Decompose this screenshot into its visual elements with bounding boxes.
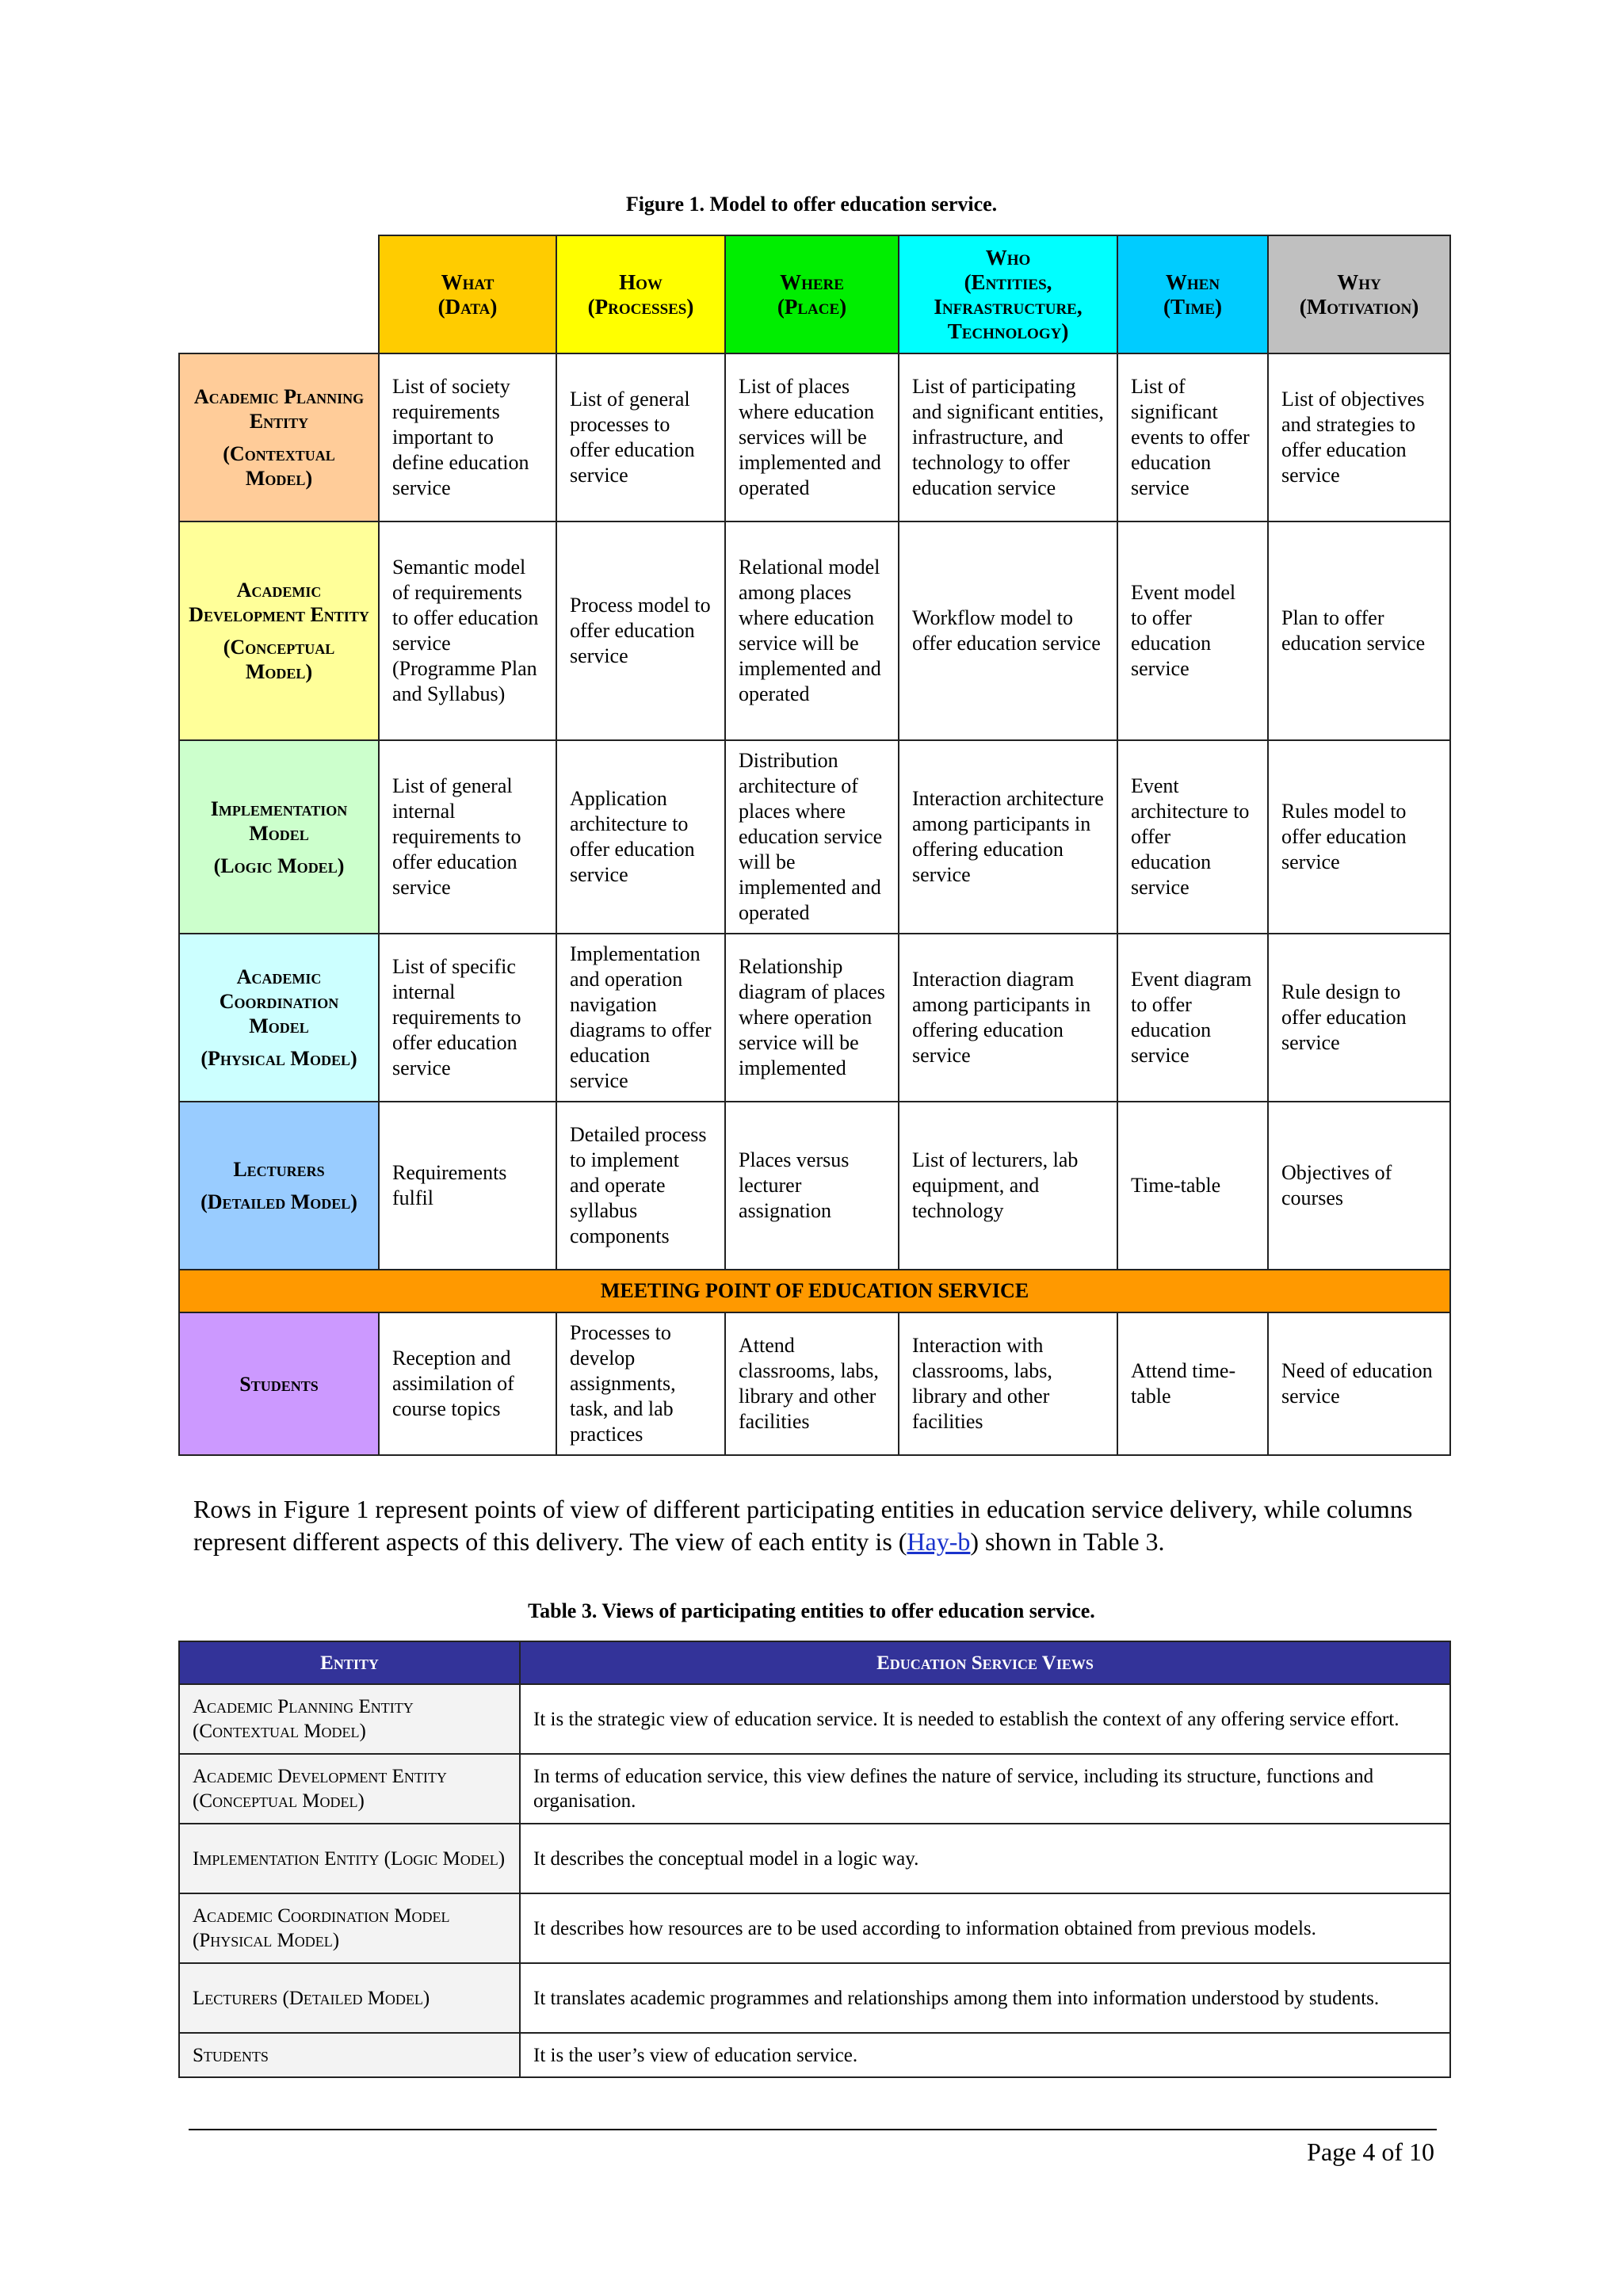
matrix-cell: Distribution architecture of places where education service will be implemented and operated	[725, 740, 899, 934]
matrix-cell: Semantic model of requirements to offer education service (Programme Plan and Syllabus)	[379, 521, 556, 740]
matrix-cell: List of society requirements important to define education service	[379, 353, 556, 521]
matrix-cell: Interaction architecture among participants in offering education service	[899, 740, 1117, 934]
column-header-label: Where	[780, 269, 844, 294]
matrix-row-implementation	[179, 740, 1450, 934]
view-cell: It describes the conceptual model in a logic way.	[520, 1824, 1450, 1893]
matrix-cell: Relationship diagram of places where operation service will be implemented	[725, 934, 899, 1102]
row-header-label: Academic Development Entity	[189, 579, 369, 626]
entity-cell: Students	[179, 2033, 520, 2077]
matrix-cell: Interaction with classrooms, labs, library and other facilities	[899, 1312, 1117, 1455]
page-number: Page 4 of 10	[1307, 2137, 1434, 2166]
entity-cell: Academic Development Entity (Conceptual Model)	[179, 1754, 520, 1824]
row-header-label: Implementation Model	[210, 797, 348, 845]
matrix-cell: Attend classrooms, labs, library and other facilities	[725, 1312, 899, 1455]
matrix-cell: Event diagram to offer education service	[1117, 934, 1268, 1102]
matrix-cell: List of significant events to offer education service	[1117, 353, 1268, 521]
table-caption: Table 3. Views of participating entities to offer education service.	[528, 1599, 1095, 1622]
view-cell: In terms of education service, this view defines the nature of service, including its structure, functions and organisation.	[520, 1754, 1450, 1824]
column-header-label: Who	[985, 245, 1031, 269]
matrix-cell: List of general internal requirements to offer education service	[379, 740, 556, 934]
entity-cell: Implementation Entity (Logic Model)	[179, 1824, 520, 1893]
paragraph-text: Rows in Figure 1 represent points of view of different participating entities in education service delivery, while columns represent different aspects of this delivery. The view of each entity is (	[193, 1495, 1413, 1556]
matrix-header-row	[179, 235, 1450, 353]
table-row	[179, 1893, 1450, 1963]
column-header-sublabel: (Motivation)	[1299, 294, 1419, 319]
matrix-cell: Relational model among places where education service will be implemented and operated	[725, 521, 899, 740]
table-row	[179, 1684, 1450, 1754]
figure-caption: Figure 1. Model to offer education service.	[625, 193, 998, 216]
column-header-sublabel: (Processes)	[587, 294, 694, 319]
matrix-cell: Places versus lecturer assignation	[725, 1102, 899, 1270]
column-header-who	[899, 235, 1117, 353]
entity-cell: Academic Planning Entity (Contextual Model)	[179, 1684, 520, 1754]
column-header-label: What	[441, 269, 495, 294]
matrix-cell: Workflow model to offer education service	[899, 521, 1117, 740]
matrix-cell: List of participating and significant entities, infrastructure, and technology to offer education service	[899, 353, 1117, 521]
matrix-cell: Implementation and operation navigation diagrams to offer education service	[556, 934, 725, 1102]
matrix-cell: List of lecturers, lab equipment, and technology	[899, 1102, 1117, 1270]
table-row	[179, 1963, 1450, 2033]
table-header-row	[179, 1641, 1450, 1684]
table-row	[179, 1824, 1450, 1893]
matrix-cell: Rules model to offer education service	[1268, 740, 1450, 934]
matrix-cell: Process model to offer education service	[556, 521, 725, 740]
row-header-label: Students	[239, 1372, 319, 1396]
meeting-point-banner: MEETING POINT OF EDUCATION SERVICE	[179, 1270, 1450, 1312]
citation-link[interactable]: Hay-b	[907, 1527, 971, 1556]
matrix-cell: Detailed process to implement and operate syllabus components	[556, 1102, 725, 1270]
column-header-sublabel: (Entities, Infrastructure, Technology)	[934, 269, 1083, 343]
view-cell: It translates academic programmes and relationships among them into information understood by students.	[520, 1963, 1450, 2033]
column-header-label: How	[619, 269, 663, 294]
matrix-cell: List of general processes to offer education service	[556, 353, 725, 521]
column-header-entity: Entity	[179, 1641, 520, 1684]
column-header-why	[1268, 235, 1450, 353]
column-header-label: Why	[1337, 269, 1381, 294]
matrix-row-planning	[179, 353, 1450, 521]
row-header-development	[179, 521, 379, 740]
row-header-students	[179, 1312, 379, 1455]
matrix-cell: Event model to offer education service	[1117, 521, 1268, 740]
matrix-corner	[179, 235, 379, 353]
matrix-row-students	[179, 1312, 1450, 1455]
row-header-sublabel: (Contextual Model)	[223, 442, 335, 490]
row-header-sublabel: (Conceptual Model)	[223, 636, 335, 683]
views-table	[178, 1641, 1451, 2078]
column-header-how	[556, 235, 725, 353]
matrix-meeting-row	[179, 1270, 1450, 1312]
row-header-sublabel: (Logic Model)	[213, 854, 345, 877]
column-header-sublabel: (Place)	[777, 294, 847, 319]
column-header-label: When	[1165, 269, 1220, 294]
row-header-sublabel: (Physical Model)	[200, 1047, 357, 1070]
column-header-what	[379, 235, 556, 353]
matrix-cell: Event architecture to offer education service	[1117, 740, 1268, 934]
matrix-cell: List of specific internal requirements to offer education service	[379, 934, 556, 1102]
matrix-row-lecturers	[179, 1102, 1450, 1270]
column-header-when	[1117, 235, 1268, 353]
matrix-cell: List of places where education services will be implemented and operated	[725, 353, 899, 521]
row-header-planning	[179, 353, 379, 521]
matrix-cell: Plan to offer education service	[1268, 521, 1450, 740]
row-header-sublabel: (Detailed Model)	[200, 1190, 357, 1213]
matrix-cell: Need of education service	[1268, 1312, 1450, 1455]
table-row	[179, 2033, 1450, 2077]
matrix-cell: Attend time-table	[1117, 1312, 1268, 1455]
matrix-cell: Time-table	[1117, 1102, 1268, 1270]
matrix-cell: Reception and assimilation of course topics	[379, 1312, 556, 1455]
column-header-sublabel: (Time)	[1163, 294, 1222, 319]
matrix-cell: Interaction diagram among participants in offering education service	[899, 934, 1117, 1102]
matrix-row-development	[179, 521, 1450, 740]
row-header-lecturers	[179, 1102, 379, 1270]
row-header-implementation	[179, 740, 379, 934]
row-header-label: Lecturers	[233, 1158, 325, 1181]
matrix-cell: Requirements fulfil	[379, 1102, 556, 1270]
education-service-matrix	[178, 235, 1451, 1456]
row-header-label: Academic Coordination Model	[219, 965, 339, 1037]
matrix-cell: Rule design to offer education service	[1268, 934, 1450, 1102]
footer-divider	[189, 2129, 1437, 2130]
view-cell: It describes how resources are to be used according to information obtained from previous models.	[520, 1893, 1450, 1963]
matrix-cell: Application architecture to offer education service	[556, 740, 725, 934]
column-header-sublabel: (Data)	[437, 294, 498, 319]
entity-cell: Lecturers (Detailed Model)	[179, 1963, 520, 2033]
matrix-cell: Objectives of courses	[1268, 1102, 1450, 1270]
column-header-views: Education Service Views	[520, 1641, 1450, 1684]
row-header-label: Academic Planning Entity	[193, 385, 365, 433]
body-paragraph	[193, 1493, 1445, 1558]
matrix-cell: Processes to develop assignments, task, and lab practices	[556, 1312, 725, 1455]
matrix-cell: List of objectives and strategies to offer education service	[1268, 353, 1450, 521]
table-row	[179, 1754, 1450, 1824]
paragraph-text: ) shown in Table 3.	[970, 1527, 1165, 1556]
matrix-row-coordination	[179, 934, 1450, 1102]
entity-cell: Academic Coordination Model (Physical Model)	[179, 1893, 520, 1963]
row-header-coordination	[179, 934, 379, 1102]
view-cell: It is the user’s view of education service.	[520, 2033, 1450, 2077]
column-header-where	[725, 235, 899, 353]
view-cell: It is the strategic view of education service. It is needed to establish the context of any offering service effort.	[520, 1684, 1450, 1754]
